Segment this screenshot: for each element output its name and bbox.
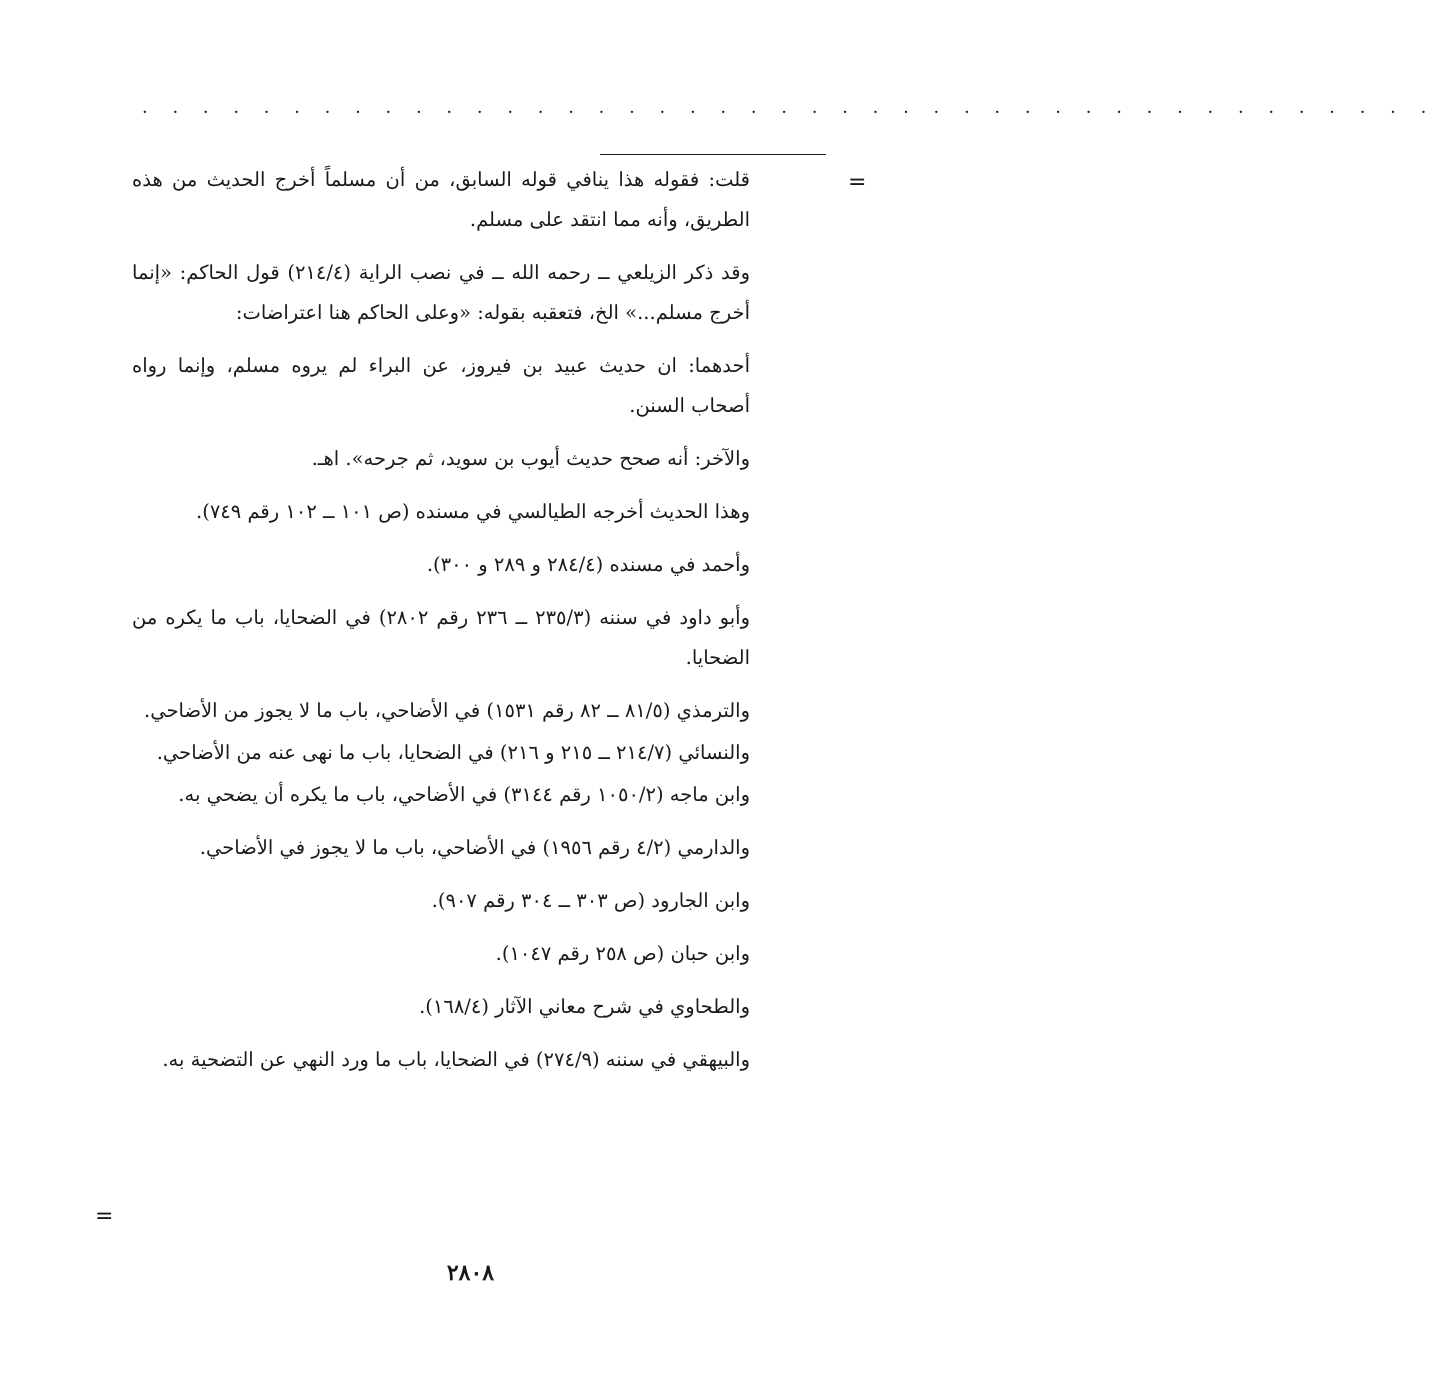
continuation-mark-bottom: =: [95, 1204, 114, 1229]
paragraph: قلت: فقوله هذا ينافي قوله السابق، من أن مسلماً أخرج الحديث من هذه الطريق، وأنه مما انتقد على مسلم.: [132, 168, 750, 231]
paragraph: أحدهما: ان حديث عبيد بن فيروز، عن البراء لم يروه مسلم، وإنما رواه أصحاب السنن.: [132, 354, 750, 417]
paragraph: والطحاوي في شرح معاني الآثار (١٦٨/٤).: [419, 995, 750, 1018]
continuation-mark-top: =: [848, 170, 867, 195]
paragraph: والنسائي (٢١٤/٧ ــ ٢١٥ و ٢١٦) في الضحايا، باب ما نهى عنه من الأضاحي.: [156, 741, 750, 764]
paragraph: والبيهقي في سننه (٢٧٤/٩) في الضحايا، باب ما ورد النهي عن التضحية به.: [162, 1048, 750, 1071]
paragraph: والدارمي (٤/٢ رقم ١٩٥٦) في الأضاحي، باب ما لا يجوز في الأضاحي.: [199, 836, 750, 859]
footnote-rule: [600, 154, 826, 155]
paragraph: وابن ماجه (١٠٥٠/٢ رقم ٣١٤٤) في الأضاحي، باب ما يكره أن يضحي به.: [178, 783, 750, 806]
body-text: [132, 160, 750, 1093]
paragraph: وابن الجارود (ص ٣٠٣ ــ ٣٠٤ رقم ٩٠٧).: [431, 889, 750, 912]
separator-dots: · · · · · · · · · · · · · · · · · · · · · · · · · · · · · · · · · · · · · · · · · · ·: [142, 102, 1436, 123]
page-number: ٢٨٠٨: [446, 1260, 495, 1286]
paragraph: وأحمد في مسنده (٢٨٤/٤ و ٢٨٩ و ٣٠٠).: [426, 553, 750, 576]
paragraph: والترمذي (٨١/٥ ــ ٨٢ رقم ١٥٣١) في الأضاحي، باب ما لا يجوز من الأضاحي.: [144, 699, 750, 722]
paragraph: وابن حبان (ص ٢٥٨ رقم ١٠٤٧).: [495, 942, 750, 965]
paragraph: وهذا الحديث أخرجه الطيالسي في مسنده (ص ١٠١ ــ ١٠٢ رقم ٧٤٩).: [196, 500, 750, 523]
paragraph: وأبو داود في سننه (٢٣٥/٣ ــ ٢٣٦ رقم ٢٨٠٢) في الضحايا، باب ما يكره من الضحايا.: [132, 606, 750, 669]
paragraph: والآخر: أنه صحح حديث أيوب بن سويد، ثم جرحه». اهـ.: [311, 447, 750, 470]
paragraph: وقد ذكر الزيلعي ــ رحمه الله ــ في نصب الراية (٢١٤/٤) قول الحاكم: «إنما أخرج مسلم...» الخ، فتعقبه بقوله: «وعلى الحاكم هنا اعتراضات:: [132, 261, 750, 324]
